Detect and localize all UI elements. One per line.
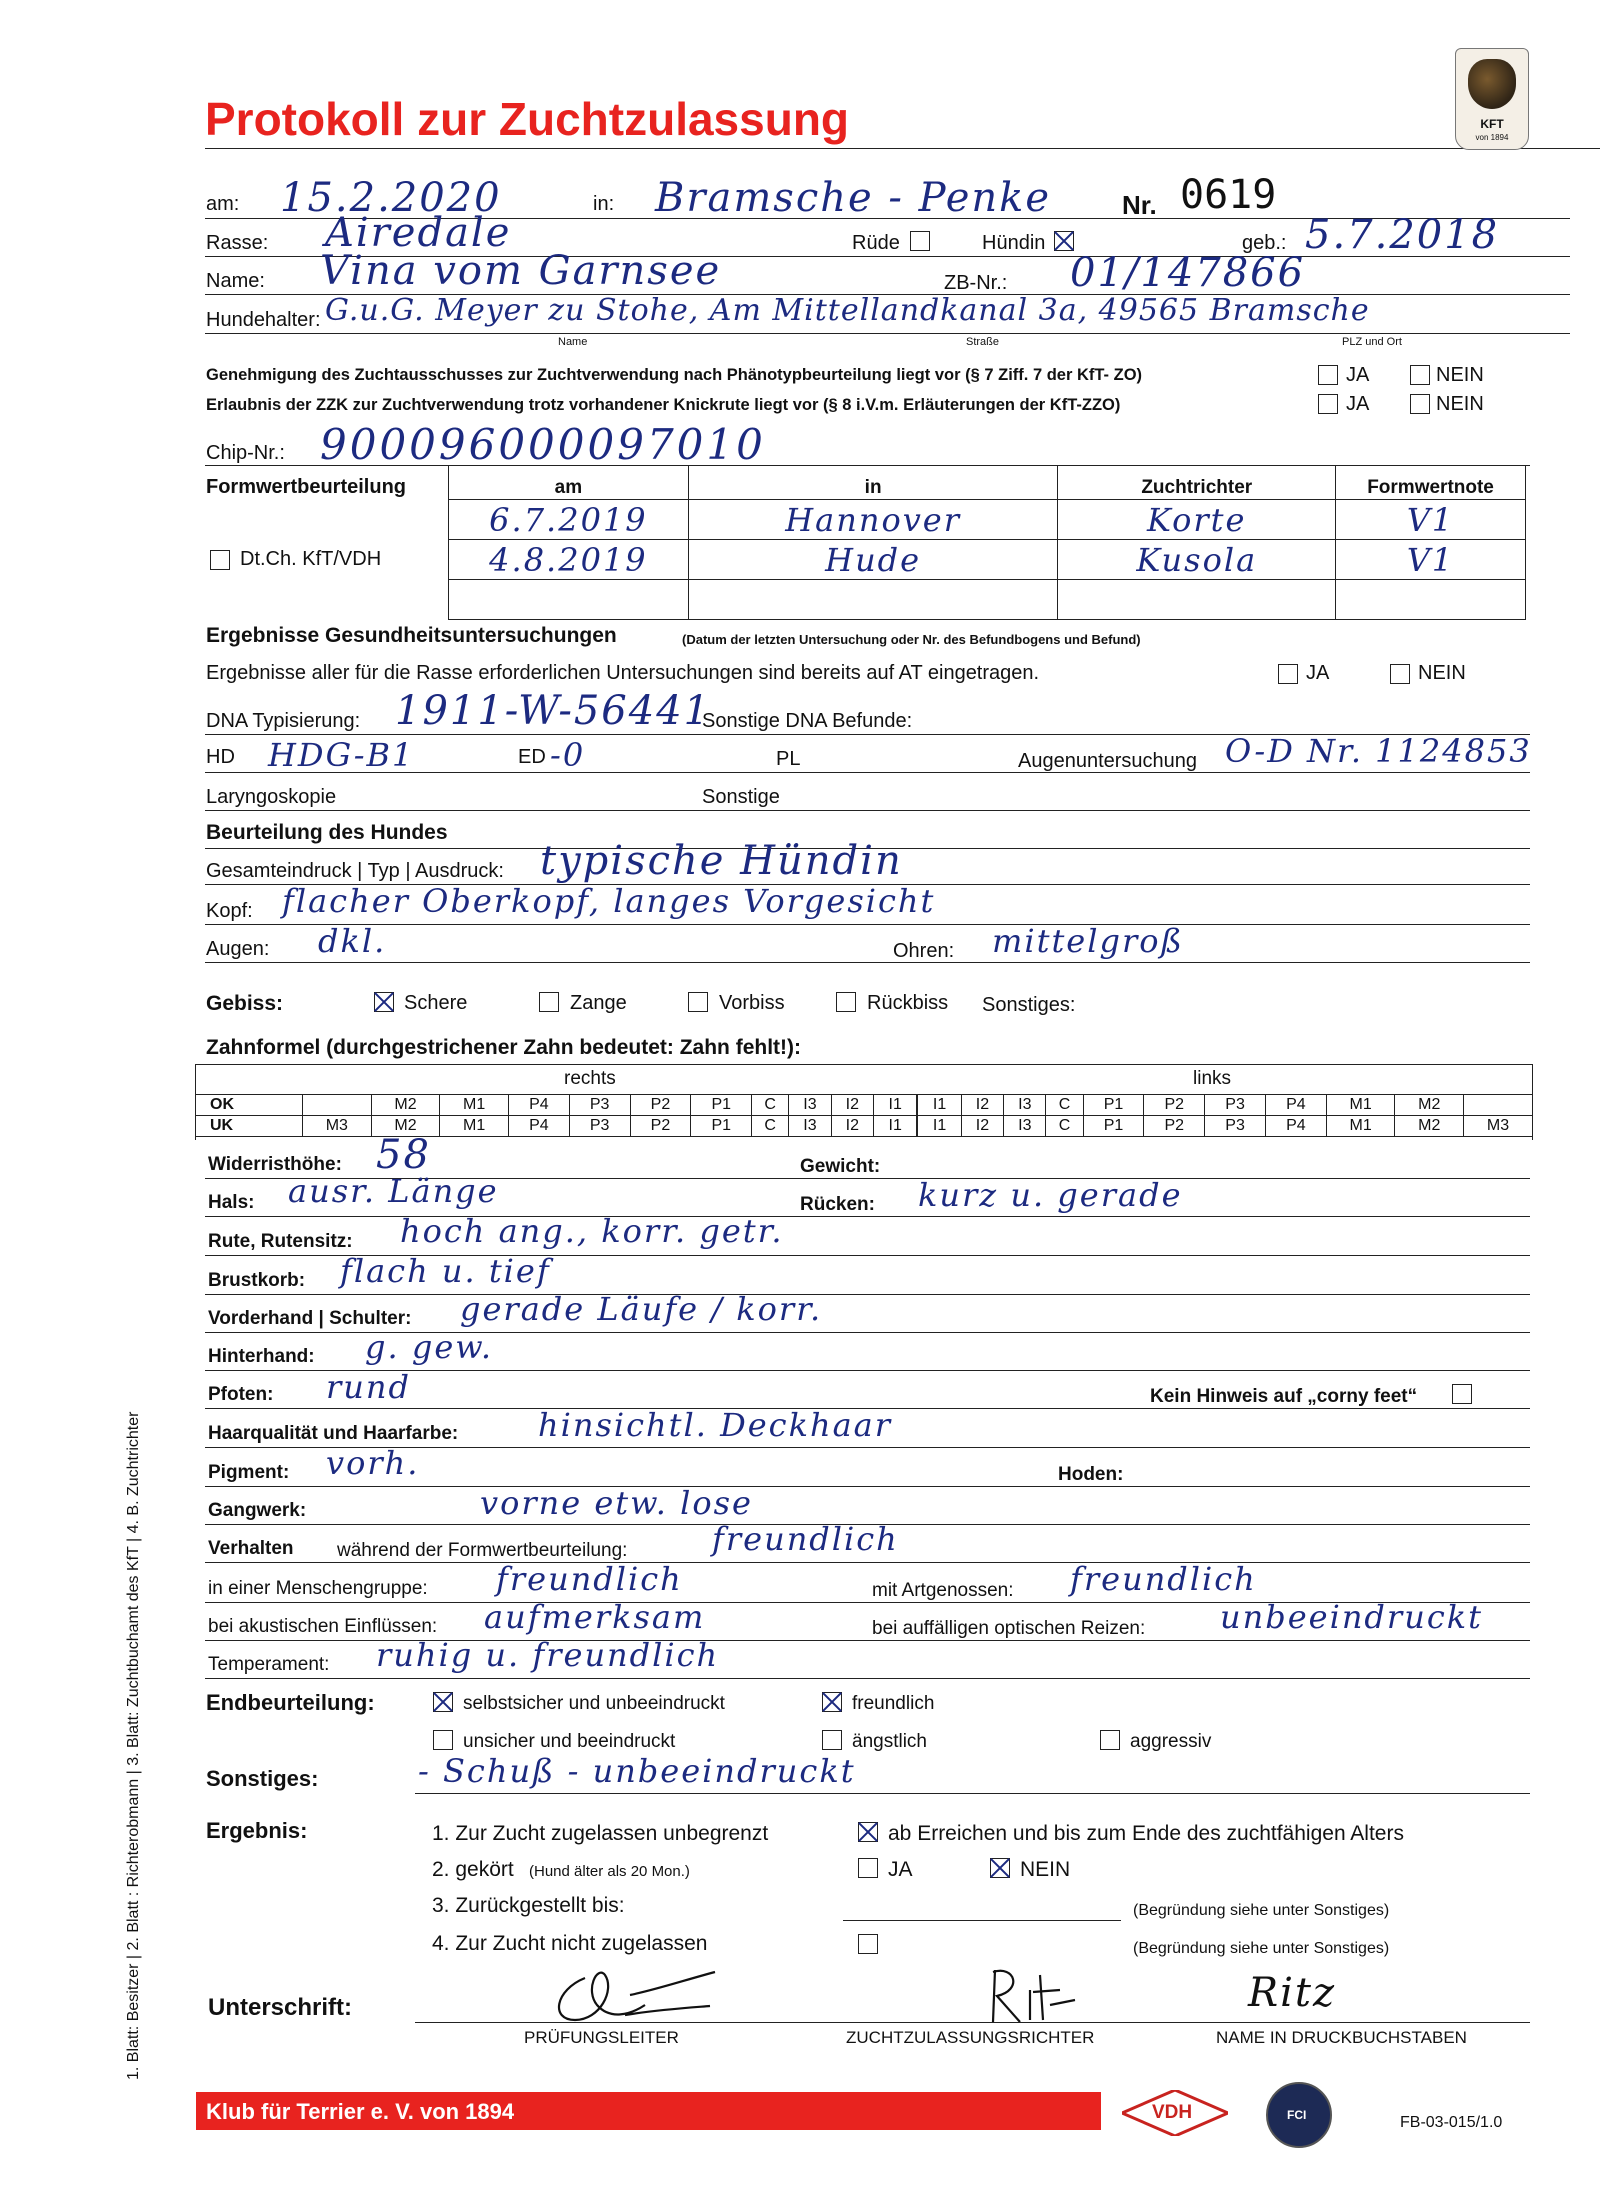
ed-label: ED [518, 746, 546, 768]
approval-line-1: Genehmigung des Zuchtausschusses zur Zuchtverwendung nach Phänotypbeurteilung liegt vor (§ 7 Ziff. 7 der KfT- ZO) [206, 366, 1143, 384]
zahn-cell[interactable]: P1 [1083, 1095, 1144, 1116]
end-aengstlich-label: ängstlich [852, 1731, 927, 1752]
beurteilung-title: Beurteilung des Hundes [206, 821, 448, 844]
halter-label: Hundehalter: [206, 309, 321, 331]
formwert-row2-note: V1 [1406, 540, 1455, 579]
zahn-cell[interactable]: C [1046, 1116, 1083, 1137]
zahn-cell[interactable]: C [752, 1095, 789, 1116]
pigment-value: vorh. [326, 1444, 420, 1482]
approval1-nein-checkbox[interactable] [1410, 365, 1430, 385]
ergebnis-r2: 2. gekört [432, 1858, 514, 1881]
ergebnis-r3: 3. Zurückgestellt bis: [432, 1894, 625, 1917]
gebiss-zange-label: Zange [570, 992, 627, 1014]
zahn-cell[interactable]: P3 [1205, 1116, 1266, 1137]
optisch-value: unbeeindruckt [1220, 1598, 1483, 1636]
in-label: in: [593, 193, 615, 215]
ergebnis-nein-label: NEIN [1020, 1858, 1071, 1881]
zahn-cell[interactable]: P2 [630, 1116, 691, 1137]
augen-unters-label: Augenuntersuchung [1018, 750, 1198, 772]
hinter-label: Hinterhand: [208, 1346, 315, 1367]
rute-value: hoch ang., korr. getr. [400, 1212, 784, 1250]
temp-label: Temperament: [208, 1654, 330, 1675]
in-value: Bramsche - Penke [655, 175, 1052, 221]
verhalten-sub: während der Formwertbeurteilung: [337, 1540, 628, 1561]
health-title: Ergebnisse Gesundheitsuntersuchungen [206, 624, 617, 647]
zahn-cell[interactable]: I2 [831, 1116, 873, 1137]
end-sonst-value: - Schuß - unbeeindruckt [418, 1752, 856, 1790]
ergebnis-ja-label: JA [888, 1858, 913, 1881]
ergebnis-r4: 4. Zur Zucht nicht zugelassen [432, 1932, 708, 1955]
gebiss-schere-checkbox[interactable] [374, 992, 394, 1012]
zahn-cell[interactable]: P2 [630, 1095, 691, 1116]
zahn-cell[interactable]: I3 [1004, 1116, 1046, 1137]
gebiss-rueckbiss-checkbox[interactable] [836, 992, 856, 1012]
formwert-row1-in: Hannover [785, 500, 962, 539]
zahn-cell[interactable]: P4 [508, 1116, 569, 1137]
health-ja-label: JA [1306, 662, 1330, 684]
ergebnis-r1: 1. Zur Zucht zugelassen unbegrenzt [432, 1822, 769, 1845]
health-title-note: (Datum der letzten Untersuchung oder Nr. des Befundbogens und Befund) [682, 632, 1141, 647]
ruecken-label: Rücken: [800, 1194, 875, 1215]
health-nein-checkbox[interactable] [1390, 664, 1410, 684]
formwert-table [448, 465, 1526, 620]
gebiss-sonstiges-label: Sonstiges: [982, 994, 1076, 1016]
corny-label: Kein Hinweis auf „corny feet“ [1150, 1386, 1418, 1407]
zahn-cell[interactable]: I3 [789, 1095, 831, 1116]
kopf-label: Kopf: [206, 900, 253, 922]
ergebnis-label: Ergebnis: [206, 1818, 308, 1843]
zahn-cell[interactable]: M1 [440, 1116, 509, 1137]
brust-label: Brustkorb: [208, 1270, 306, 1291]
laryngo-label: Laryngoskopie [206, 786, 337, 808]
formwert-row [449, 540, 1526, 580]
ruecken-value: kurz u. gerade [918, 1176, 1183, 1214]
end-freundlich-checkbox[interactable] [822, 1692, 842, 1712]
ergebnis-r4-checkbox[interactable] [858, 1934, 878, 1954]
formwert-row1-note: V1 [1406, 500, 1455, 539]
formwert-row2-am: 4.8.2019 [489, 540, 648, 579]
sonstige-label: Sonstige [702, 786, 780, 808]
ruede-label: Rüde [852, 232, 900, 254]
end-freundlich-label: freundlich [852, 1693, 935, 1714]
approval2-ja-checkbox[interactable] [1318, 394, 1338, 414]
brust-value: flach u. tief [340, 1252, 551, 1290]
zahn-cell[interactable]: C [752, 1116, 789, 1137]
zahn-cell[interactable]: P3 [569, 1116, 630, 1137]
rasse-label: Rasse: [206, 232, 269, 254]
ed-value: -0 [550, 736, 586, 774]
signature-s1: PRÜFUNGSLEITER [524, 2028, 679, 2047]
side-distribution-text: 1. Blatt: Besitzer | 2. Blatt : Richterobmann | 3. Blatt: Zuchtbuchamt des KfT | 4. B. Zuchtrichter [125, 1411, 142, 2080]
kft-logo [1455, 48, 1529, 150]
zahn-cell[interactable]: P2 [1144, 1095, 1205, 1116]
vdh-text: VDH [1152, 2102, 1193, 2123]
footer-club: Klub für Terrier e. V. von 1894 [206, 2099, 515, 2124]
zahn-cell[interactable]: M2 [371, 1116, 440, 1137]
hd-label: HD [206, 746, 235, 768]
approval2-nein-label: NEIN [1436, 393, 1484, 415]
zahn-cell[interactable]: P3 [569, 1095, 630, 1116]
formwert-header-in: in [688, 466, 1058, 500]
ergebnis-r3-begr: (Begründung siehe unter Sonstiges) [1133, 1902, 1390, 1919]
end-aengstlich-checkbox[interactable] [822, 1730, 842, 1750]
zahn-cell[interactable]: P1 [691, 1095, 752, 1116]
ohren-value: mittelgroß [992, 922, 1184, 960]
vorder-value: gerade Läufe / korr. [460, 1290, 823, 1328]
end-selbstsicher-checkbox[interactable] [433, 1692, 453, 1712]
akust-label: bei akustischen Einflüssen: [208, 1616, 438, 1637]
end-aggressiv-checkbox[interactable] [1100, 1730, 1120, 1750]
zahn-cell[interactable]: M3 [1464, 1116, 1533, 1137]
zb-value: 01/147866 [1070, 250, 1306, 296]
chip-label: Chip-Nr.: [206, 442, 285, 464]
haar-value: hinsichtl. Deckhaar [538, 1406, 893, 1444]
artgen-value: freundlich [1070, 1560, 1257, 1598]
zahn-cell[interactable]: I1 [917, 1095, 961, 1116]
zahn-cell[interactable]: I1 [874, 1116, 918, 1137]
zahn-cell[interactable]: P2 [1144, 1116, 1205, 1137]
name-label: Name: [206, 270, 265, 292]
signature-s3: NAME IN DRUCKBUCHSTABEN [1216, 2028, 1467, 2047]
haar-label: Haarqualität und Haarfarbe: [208, 1423, 459, 1444]
augen-unters-value: O-D Nr. 1124853 [1225, 732, 1532, 770]
ergebnis-nein-checkbox[interactable] [990, 1858, 1010, 1878]
approval1-ja-checkbox[interactable] [1318, 365, 1338, 385]
end-aggressiv-label: aggressiv [1130, 1731, 1212, 1752]
gesamt-value: typische Hündin [540, 838, 903, 884]
hals-value: ausr. Länge [288, 1172, 499, 1210]
zahn-cell[interactable]: C [1046, 1095, 1083, 1116]
zahn-cell[interactable]: I2 [961, 1095, 1003, 1116]
vdh-logo [1122, 2090, 1228, 2136]
geb-label: geb.: [1242, 232, 1287, 254]
page-title: Protokoll zur Zuchtzulassung [205, 93, 850, 145]
ruede-checkbox[interactable] [910, 231, 930, 251]
ohren-label: Ohren: [893, 940, 955, 962]
end-selbstsicher-label: selbstsicher und unbeeindruckt [463, 1693, 725, 1714]
pl-label: PL [776, 748, 801, 770]
end-unsicher-label: unsicher und beeindruckt [463, 1731, 676, 1752]
zahnformel-title: Zahnformel (durchgestrichener Zahn bedeutet: Zahn fehlt!): [206, 1036, 802, 1059]
temp-value: ruhig u. freundlich [376, 1636, 720, 1674]
zahn-cell[interactable]: M2 [371, 1095, 440, 1116]
ergebnis-r2-note: (Hund älter als 20 Mon.) [529, 1863, 690, 1880]
gang-label: Gangwerk: [208, 1500, 307, 1521]
terrier-head-icon [1468, 59, 1516, 109]
vorder-label: Vorderhand | Schulter: [208, 1308, 412, 1329]
zahn-row-ok [196, 1095, 1533, 1116]
formwert-row [449, 500, 1526, 540]
zahn-links-label: links [1193, 1068, 1232, 1089]
formwert-row1-am: 6.7.2019 [489, 500, 648, 539]
ergebnis-r1-checkbox[interactable] [858, 1822, 878, 1842]
zahn-cell[interactable]: I3 [789, 1116, 831, 1137]
zahn-cell[interactable]: I3 [1004, 1095, 1046, 1116]
formwert-header-richter: Zuchtrichter [1058, 466, 1336, 500]
formwert-title: Formwertbeurteilung [206, 476, 407, 498]
kft-logo-sub: von 1894 [1475, 133, 1509, 142]
rute-label: Rute, Rutensitz: [208, 1231, 353, 1252]
zahn-cell[interactable]: P4 [508, 1095, 569, 1116]
signature-name-print: Ritz [1248, 1970, 1337, 2016]
zahn-cell[interactable]: M3 [303, 1116, 372, 1137]
sub-name: Name [558, 336, 588, 348]
ergebnis-r4-begr: (Begründung siehe unter Sonstiges) [1133, 1940, 1390, 1957]
corny-checkbox[interactable] [1452, 1384, 1472, 1404]
gewicht-label: Gewicht: [800, 1156, 881, 1177]
zahn-cell[interactable]: M2 [1395, 1095, 1464, 1116]
widerrist-value: 58 [376, 1132, 431, 1178]
pigment-label: Pigment: [208, 1462, 290, 1483]
zahn-cell[interactable]: P1 [691, 1116, 752, 1137]
gebiss-vorbiss-checkbox[interactable] [688, 992, 708, 1012]
signature-zuchtrichter [975, 1960, 1085, 2030]
end-label: Endbeurteilung: [206, 1690, 375, 1715]
formwert-row1-richter: Korte [1147, 500, 1247, 539]
huendin-label: Hündin [982, 232, 1046, 254]
zahn-rechts-label: rechts [564, 1068, 616, 1089]
zb-label: ZB-Nr.: [944, 272, 1008, 294]
zahn-cell[interactable]: P1 [1083, 1116, 1144, 1137]
zahnformel-table [195, 1094, 1533, 1137]
am-value: 15.2.2020 [280, 175, 502, 221]
nr-label: Nr. [1122, 190, 1157, 220]
pfoten-label: Pfoten: [208, 1384, 274, 1405]
zahn-cell[interactable]: I2 [831, 1095, 873, 1116]
zahn-cell[interactable]: P4 [1265, 1116, 1326, 1137]
gang-value: vorne etw. lose [480, 1484, 753, 1522]
zahn-cell[interactable]: M1 [1326, 1095, 1395, 1116]
widerrist-label: Widerristhöhe: [208, 1154, 342, 1175]
ergebnis-r1b: ab Erreichen und bis zum Ende des zuchtfähigen Alters [888, 1822, 1404, 1845]
verhalten-value: freundlich [712, 1520, 899, 1558]
approval1-nein-label: NEIN [1436, 364, 1484, 386]
zahn-cell[interactable] [303, 1095, 372, 1116]
footer-bar [196, 2092, 1101, 2130]
dtch-label: Dt.Ch. KfT/VDH [240, 548, 382, 570]
akust-value: aufmerksam [484, 1598, 706, 1636]
fci-text: FCI [1287, 2108, 1307, 2122]
sub-strasse: Straße [966, 336, 1000, 348]
signature-label: Unterschrift: [208, 1994, 353, 2021]
approval2-nein-checkbox[interactable] [1410, 394, 1430, 414]
augen-label: Augen: [206, 938, 270, 960]
dna-value: 1911-W-56441 [395, 688, 712, 734]
hoden-label: Hoden: [1058, 1464, 1124, 1485]
signature-s2: ZUCHTZULASSUNGSRICHTER [846, 2028, 1095, 2047]
zahn-cell[interactable]: P3 [1205, 1095, 1266, 1116]
augen-value: dkl. [318, 922, 387, 960]
zahn-cell[interactable]: I2 [961, 1116, 1003, 1137]
signature-pruefungsleiter [535, 1960, 735, 2030]
gebiss-rueckbiss-label: Rückbiss [867, 992, 949, 1014]
optisch-label: bei auffälligen optischen Reizen: [872, 1618, 1146, 1639]
gebiss-zange-checkbox[interactable] [539, 992, 559, 1012]
gebiss-label: Gebiss: [206, 992, 284, 1015]
zahn-ok-label: OK [196, 1095, 303, 1116]
nr-value: 0619 [1180, 172, 1277, 218]
formwert-row2-richter: Kusola [1136, 540, 1258, 579]
artgen-label: mit Artgenossen: [872, 1580, 1014, 1601]
gebiss-vorbiss-label: Vorbiss [719, 992, 785, 1014]
ergebnis-ja-checkbox[interactable] [858, 1858, 878, 1878]
dtch-checkbox[interactable] [210, 550, 230, 570]
approval2-ja-label: JA [1346, 393, 1370, 415]
zahn-cell[interactable] [1464, 1095, 1533, 1116]
sub-plz: PLZ und Ort [1342, 336, 1402, 348]
fci-logo [1266, 2082, 1332, 2148]
am-label: am: [206, 193, 240, 215]
formwert-header-am: am [449, 466, 689, 500]
zahn-cell[interactable]: P4 [1265, 1095, 1326, 1116]
kft-logo-text: KFT [1480, 117, 1504, 131]
approval-line-2: Erlaubnis der ZZK zur Zuchtverwendung trotz vorhandener Knickrute liegt vor (§ 8 i.V.m. Erläuterungen der KfT-ZZO) [206, 396, 1121, 414]
gebiss-schere-label: Schere [404, 992, 468, 1014]
zahn-uk-label: UK [196, 1116, 303, 1137]
zahn-cell[interactable]: I1 [874, 1095, 918, 1116]
zahn-cell[interactable]: M1 [440, 1095, 509, 1116]
menschen-label: in einer Menschengruppe: [208, 1578, 428, 1599]
name-value: Vina vom Garnsee [320, 248, 722, 294]
hals-label: Hals: [208, 1192, 255, 1213]
dna-label: DNA Typisierung: [206, 710, 361, 732]
chip-value: 900096000097010 [320, 420, 766, 469]
menschen-value: freundlich [496, 1560, 683, 1598]
formwert-header-note: Formwertnote [1336, 466, 1526, 500]
sonst-dna-label: Sonstige DNA Befunde: [702, 710, 913, 732]
verhalten-label: Verhalten [208, 1538, 294, 1559]
kopf-value: flacher Oberkopf, langes Vorgesicht [282, 882, 936, 920]
rasse-value: Airedale [325, 210, 512, 256]
gesamt-label: Gesamteindruck | Typ | Ausdruck: [206, 860, 504, 882]
approval1-ja-label: JA [1346, 364, 1370, 386]
end-unsicher-checkbox[interactable] [433, 1730, 453, 1750]
hd-value: HDG-B1 [268, 736, 415, 774]
health-ja-checkbox[interactable] [1278, 664, 1298, 684]
health-nein-label: NEIN [1418, 662, 1466, 684]
hinter-value: g. gew. [365, 1328, 494, 1366]
geb-value: 5.7.2018 [1305, 212, 1500, 258]
halter-value: G.u.G. Meyer zu Stohe, Am Mittellandkanal 3a, 49565 Bramsche [325, 293, 1370, 328]
formwert-row2-in: Hude [825, 540, 922, 579]
zahn-cell[interactable]: I1 [917, 1116, 961, 1137]
footer-code: FB-03-015/1.0 [1400, 2114, 1503, 2131]
huendin-checkbox[interactable] [1054, 231, 1074, 251]
pfoten-value: rund [326, 1368, 411, 1406]
health-line: Ergebnisse aller für die Rasse erforderlichen Untersuchungen sind bereits auf AT eingetragen. [206, 662, 1040, 684]
zahn-cell[interactable]: M1 [1326, 1116, 1395, 1137]
end-sonst-label: Sonstiges: [206, 1766, 319, 1791]
zahn-cell[interactable]: M2 [1395, 1116, 1464, 1137]
